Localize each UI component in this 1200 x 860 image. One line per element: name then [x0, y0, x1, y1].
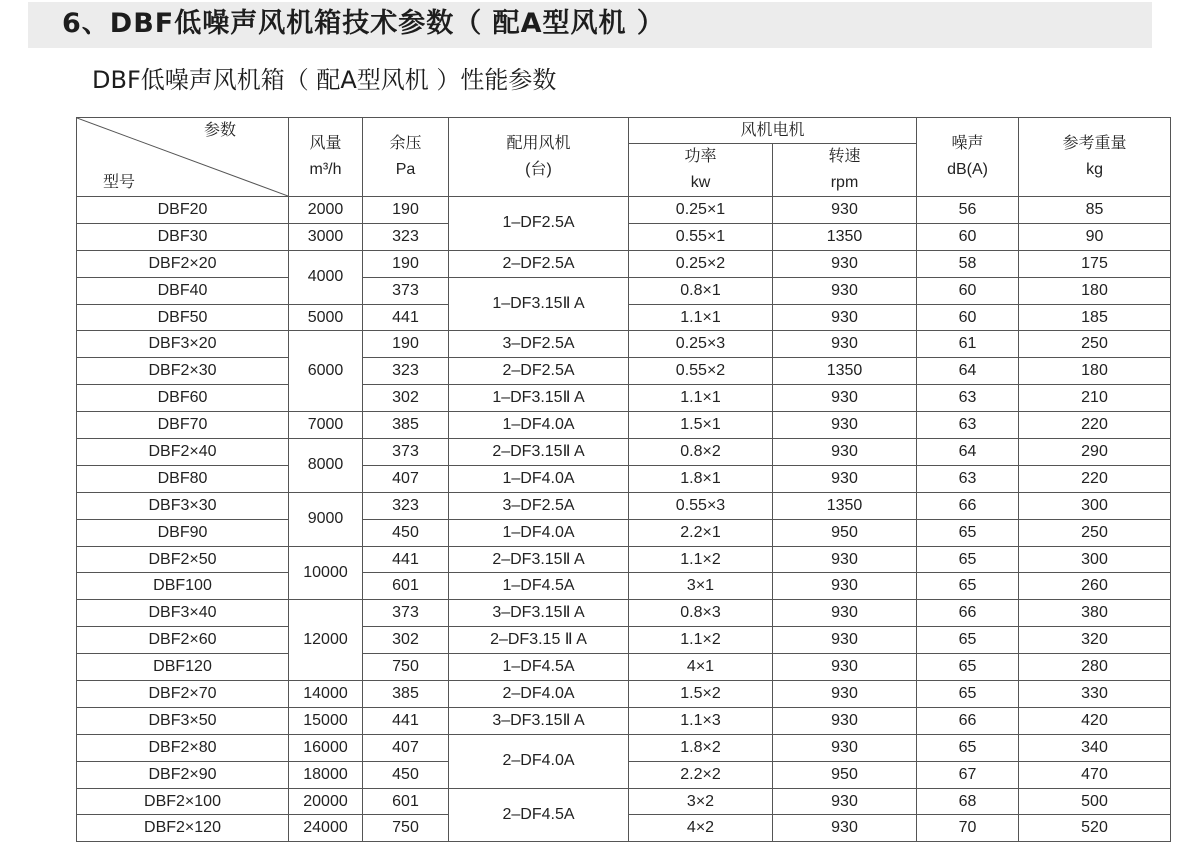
cell-power: 2.2×1: [629, 519, 773, 546]
cell-power: 4×2: [629, 815, 773, 842]
cell-fan: 2–DF3.15 Ⅱ A: [449, 627, 629, 654]
cell-model: DBF80: [77, 465, 289, 492]
cell-weight: 180: [1019, 277, 1171, 304]
cell-airflow: 8000: [289, 439, 363, 493]
cell-pressure: 190: [363, 250, 449, 277]
cell-pressure: 323: [363, 223, 449, 250]
header-noise-label: 噪声: [951, 135, 984, 152]
cell-pressure: 601: [363, 788, 449, 815]
section-title: 6、DBF低噪声风机箱技术参数（ 配A型风机 ）: [62, 8, 665, 39]
cell-weight: 330: [1019, 681, 1171, 708]
header-power: [629, 144, 773, 197]
cell-weight: 175: [1019, 250, 1171, 277]
table-row: [77, 654, 1171, 681]
cell-noise: 63: [917, 385, 1019, 412]
header-pressure-label: 余压: [389, 135, 422, 152]
table-row: [77, 197, 1171, 224]
cell-airflow: 7000: [289, 412, 363, 439]
cell-weight: 260: [1019, 573, 1171, 600]
cell-power: 0.55×3: [629, 492, 773, 519]
cell-model: DBF30: [77, 223, 289, 250]
cell-pressure: 750: [363, 654, 449, 681]
cell-weight: 520: [1019, 815, 1171, 842]
cell-weight: 250: [1019, 519, 1171, 546]
cell-speed: 1350: [773, 223, 917, 250]
cell-weight: 180: [1019, 358, 1171, 385]
cell-power: 1.5×2: [629, 681, 773, 708]
cell-weight: 300: [1019, 546, 1171, 573]
cell-power: 4×1: [629, 654, 773, 681]
cell-speed: 950: [773, 519, 917, 546]
header-param-label: 参数: [203, 122, 236, 139]
cell-fan: 2–DF4.0A: [449, 734, 629, 788]
cell-model: DBF3×20: [77, 331, 289, 358]
cell-noise: 60: [917, 304, 1019, 331]
cell-pressure: 373: [363, 600, 449, 627]
cell-power: 3×1: [629, 573, 773, 600]
cell-model: DBF120: [77, 654, 289, 681]
cell-pressure: 407: [363, 734, 449, 761]
cell-fan: 1–DF4.0A: [449, 519, 629, 546]
cell-noise: 63: [917, 465, 1019, 492]
table-row: [77, 788, 1171, 815]
cell-model: DBF70: [77, 412, 289, 439]
cell-pressure: 750: [363, 815, 449, 842]
cell-power: 1.1×1: [629, 385, 773, 412]
header-speed-label: 转速: [828, 148, 861, 165]
cell-pressure: 302: [363, 627, 449, 654]
cell-speed: 930: [773, 654, 917, 681]
cell-power: 0.8×1: [629, 277, 773, 304]
cell-weight: 420: [1019, 707, 1171, 734]
cell-pressure: 450: [363, 761, 449, 788]
cell-pressure: 323: [363, 492, 449, 519]
header-noise-unit: dB(A): [947, 161, 988, 178]
cell-speed: 930: [773, 304, 917, 331]
cell-speed: 1350: [773, 358, 917, 385]
cell-noise: 67: [917, 761, 1019, 788]
cell-fan: 2–DF3.15Ⅱ A: [449, 546, 629, 573]
table-row: [77, 412, 1171, 439]
cell-airflow: 10000: [289, 546, 363, 600]
cell-pressure: 441: [363, 304, 449, 331]
cell-airflow: 14000: [289, 681, 363, 708]
cell-model: DBF2×20: [77, 250, 289, 277]
header-fan: [449, 118, 629, 197]
cell-model: DBF2×30: [77, 358, 289, 385]
cell-noise: 70: [917, 815, 1019, 842]
cell-weight: 90: [1019, 223, 1171, 250]
cell-speed: 930: [773, 277, 917, 304]
cell-weight: 210: [1019, 385, 1171, 412]
cell-noise: 65: [917, 734, 1019, 761]
cell-weight: 320: [1019, 627, 1171, 654]
header-param-model-cell: [77, 118, 289, 197]
cell-airflow: 2000: [289, 197, 363, 224]
cell-weight: 220: [1019, 412, 1171, 439]
header-speed: [773, 144, 917, 197]
cell-airflow: 20000: [289, 788, 363, 815]
cell-power: 0.25×1: [629, 197, 773, 224]
cell-weight: 380: [1019, 600, 1171, 627]
cell-power: 1.1×2: [629, 627, 773, 654]
header-fan-label: 配用风机: [506, 135, 571, 152]
cell-fan: 1–DF2.5A: [449, 197, 629, 251]
cell-speed: 930: [773, 331, 917, 358]
cell-power: 1.8×1: [629, 465, 773, 492]
header-pressure-unit: Pa: [395, 161, 416, 178]
cell-model: DBF3×40: [77, 600, 289, 627]
cell-pressure: 190: [363, 331, 449, 358]
table-row: [77, 600, 1171, 627]
cell-pressure: 441: [363, 546, 449, 573]
cell-speed: 930: [773, 546, 917, 573]
cell-speed: 930: [773, 627, 917, 654]
table-row: [77, 277, 1171, 304]
cell-noise: 60: [917, 223, 1019, 250]
cell-model: DBF50: [77, 304, 289, 331]
cell-speed: 930: [773, 385, 917, 412]
cell-airflow: 24000: [289, 815, 363, 842]
cell-noise: 66: [917, 600, 1019, 627]
cell-pressure: 385: [363, 681, 449, 708]
cell-power: 2.2×2: [629, 761, 773, 788]
header-airflow: [289, 118, 363, 197]
cell-airflow: 3000: [289, 223, 363, 250]
cell-weight: 85: [1019, 197, 1171, 224]
header-weight-unit: kg: [1086, 161, 1103, 178]
table-row: [77, 331, 1171, 358]
header-fan-unit: (台): [525, 161, 552, 178]
cell-noise: 66: [917, 707, 1019, 734]
header-power-label: 功率: [684, 148, 717, 165]
cell-model: DBF2×40: [77, 439, 289, 466]
cell-noise: 60: [917, 277, 1019, 304]
cell-noise: 65: [917, 519, 1019, 546]
cell-airflow: 15000: [289, 707, 363, 734]
cell-fan: 1–DF4.5A: [449, 573, 629, 600]
cell-speed: 930: [773, 250, 917, 277]
cell-power: 1.1×1: [629, 304, 773, 331]
table-body: [77, 197, 1171, 842]
table-row: [77, 385, 1171, 412]
table-row: [77, 492, 1171, 519]
table-row: [77, 681, 1171, 708]
cell-fan: 1–DF3.15Ⅱ A: [449, 385, 629, 412]
cell-fan: 2–DF4.0A: [449, 681, 629, 708]
table-row: [77, 627, 1171, 654]
cell-airflow: 12000: [289, 600, 363, 681]
cell-model: DBF3×30: [77, 492, 289, 519]
cell-noise: 56: [917, 197, 1019, 224]
cell-power: 0.25×3: [629, 331, 773, 358]
cell-power: 0.8×2: [629, 439, 773, 466]
cell-weight: 185: [1019, 304, 1171, 331]
cell-airflow: 16000: [289, 734, 363, 761]
cell-pressure: 323: [363, 358, 449, 385]
table-header: [77, 118, 1171, 197]
cell-model: DBF2×100: [77, 788, 289, 815]
cell-speed: 930: [773, 815, 917, 842]
cell-noise: 64: [917, 358, 1019, 385]
cell-fan: 3–DF3.15Ⅱ A: [449, 707, 629, 734]
cell-fan: 2–DF4.5A: [449, 788, 629, 842]
cell-fan: 1–DF4.0A: [449, 412, 629, 439]
table-row: [77, 519, 1171, 546]
header-noise: [917, 118, 1019, 197]
header-speed-unit: rpm: [830, 174, 859, 191]
cell-noise: 63: [917, 412, 1019, 439]
cell-noise: 65: [917, 546, 1019, 573]
cell-pressure: 450: [363, 519, 449, 546]
cell-speed: 930: [773, 734, 917, 761]
cell-noise: 65: [917, 573, 1019, 600]
cell-fan: 1–DF4.5A: [449, 654, 629, 681]
cell-weight: 470: [1019, 761, 1171, 788]
table-row: [77, 465, 1171, 492]
cell-model: DBF20: [77, 197, 289, 224]
cell-airflow: 18000: [289, 761, 363, 788]
header-pressure: [363, 118, 449, 197]
cell-power: 1.8×2: [629, 734, 773, 761]
cell-noise: 65: [917, 654, 1019, 681]
table-row: [77, 439, 1171, 466]
cell-noise: 58: [917, 250, 1019, 277]
cell-noise: 66: [917, 492, 1019, 519]
table-row: [77, 358, 1171, 385]
table-row: [77, 250, 1171, 277]
cell-speed: 930: [773, 465, 917, 492]
cell-noise: 65: [917, 627, 1019, 654]
cell-noise: 64: [917, 439, 1019, 466]
header-power-unit: kw: [690, 174, 711, 191]
cell-weight: 500: [1019, 788, 1171, 815]
cell-weight: 220: [1019, 465, 1171, 492]
cell-pressure: 373: [363, 277, 449, 304]
header-motor: 风机电机: [629, 118, 917, 144]
cell-pressure: 601: [363, 573, 449, 600]
cell-fan: 1–DF4.0A: [449, 465, 629, 492]
cell-speed: 950: [773, 761, 917, 788]
cell-model: DBF2×80: [77, 734, 289, 761]
table-row: [77, 573, 1171, 600]
cell-speed: 1350: [773, 492, 917, 519]
cell-pressure: 441: [363, 707, 449, 734]
cell-speed: 930: [773, 600, 917, 627]
cell-model: DBF2×50: [77, 546, 289, 573]
header-model-label: 型号: [103, 174, 136, 191]
cell-fan: 2–DF3.15Ⅱ A: [449, 439, 629, 466]
cell-model: DBF40: [77, 277, 289, 304]
cell-power: 1.5×1: [629, 412, 773, 439]
cell-pressure: 385: [363, 412, 449, 439]
cell-pressure: 190: [363, 197, 449, 224]
cell-airflow: 6000: [289, 331, 363, 412]
cell-noise: 65: [917, 681, 1019, 708]
cell-noise: 68: [917, 788, 1019, 815]
cell-airflow: 4000: [289, 250, 363, 304]
cell-fan: 1–DF3.15Ⅱ A: [449, 277, 629, 331]
cell-pressure: 302: [363, 385, 449, 412]
header-airflow-label: 风量: [309, 135, 342, 152]
cell-power: 0.55×1: [629, 223, 773, 250]
cell-speed: 930: [773, 707, 917, 734]
cell-speed: 930: [773, 439, 917, 466]
table-row: [77, 546, 1171, 573]
cell-weight: 290: [1019, 439, 1171, 466]
cell-speed: 930: [773, 681, 917, 708]
cell-weight: 250: [1019, 331, 1171, 358]
cell-model: DBF90: [77, 519, 289, 546]
table-subtitle: DBF低噪声风机箱（ 配A型风机 ）性能参数: [92, 66, 557, 94]
header-weight: [1019, 118, 1171, 197]
cell-model: DBF2×120: [77, 815, 289, 842]
cell-noise: 61: [917, 331, 1019, 358]
cell-fan: 2–DF2.5A: [449, 358, 629, 385]
cell-weight: 300: [1019, 492, 1171, 519]
cell-power: 0.55×2: [629, 358, 773, 385]
cell-power: 0.8×3: [629, 600, 773, 627]
cell-power: 1.1×2: [629, 546, 773, 573]
cell-model: DBF2×90: [77, 761, 289, 788]
cell-weight: 280: [1019, 654, 1171, 681]
cell-model: DBF2×60: [77, 627, 289, 654]
cell-power: 0.25×2: [629, 250, 773, 277]
cell-model: DBF60: [77, 385, 289, 412]
cell-speed: 930: [773, 573, 917, 600]
cell-power: 1.1×3: [629, 707, 773, 734]
header-weight-label: 参考重量: [1062, 135, 1127, 152]
cell-model: DBF3×50: [77, 707, 289, 734]
cell-speed: 930: [773, 788, 917, 815]
performance-table: [76, 117, 1171, 842]
cell-power: 3×2: [629, 788, 773, 815]
cell-speed: 930: [773, 412, 917, 439]
cell-pressure: 373: [363, 439, 449, 466]
header-airflow-unit: m³/h: [309, 161, 342, 178]
cell-speed: 930: [773, 197, 917, 224]
cell-fan: 2–DF2.5A: [449, 250, 629, 277]
cell-fan: 3–DF2.5A: [449, 492, 629, 519]
cell-fan: 3–DF2.5A: [449, 331, 629, 358]
cell-airflow: 5000: [289, 304, 363, 331]
cell-model: DBF2×70: [77, 681, 289, 708]
table-row: [77, 707, 1171, 734]
cell-model: DBF100: [77, 573, 289, 600]
cell-weight: 340: [1019, 734, 1171, 761]
cell-airflow: 9000: [289, 492, 363, 546]
cell-pressure: 407: [363, 465, 449, 492]
cell-fan: 3–DF3.15Ⅱ A: [449, 600, 629, 627]
table-row: [77, 734, 1171, 761]
